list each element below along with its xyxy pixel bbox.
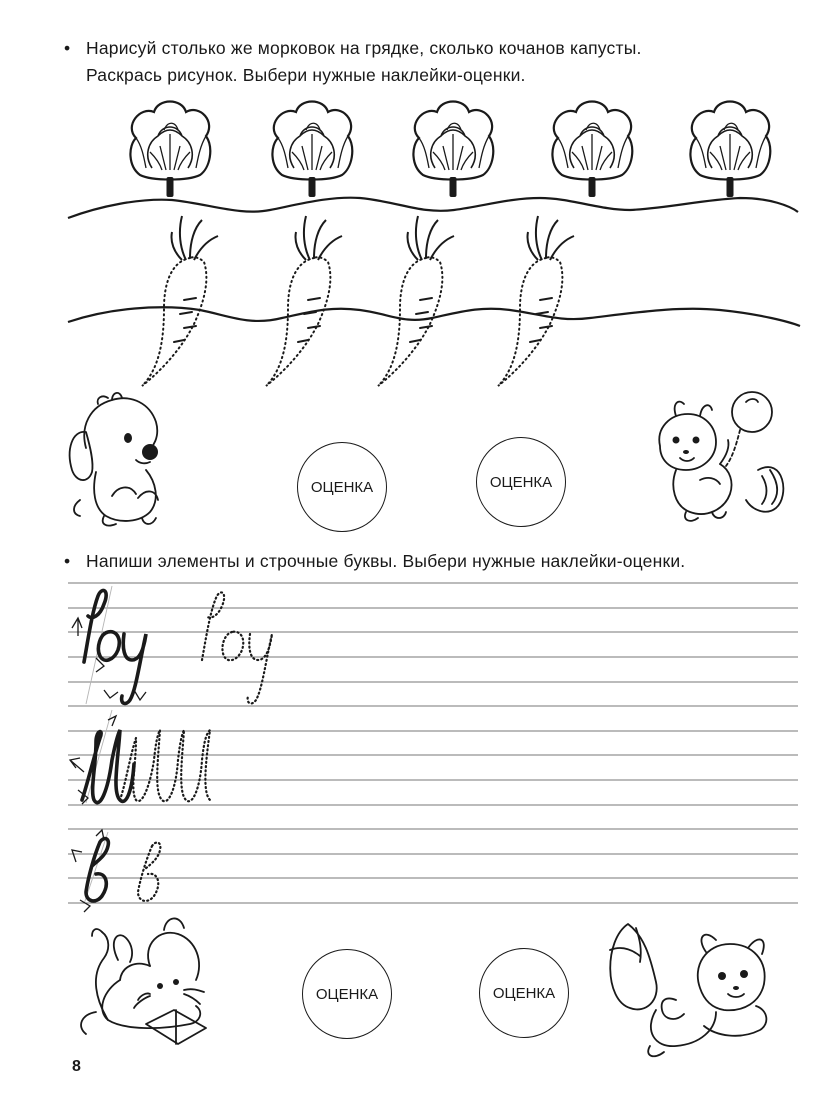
garden-bed-line-2	[68, 307, 800, 326]
cursive-row-1	[84, 590, 146, 703]
garden-bed-line-1	[68, 198, 798, 218]
task2-line1: Напиши элементы и строчные буквы. Выбери нужные наклейки-оценки.	[86, 551, 686, 571]
grade-label: ОЦЕНКА	[489, 473, 553, 491]
squirrel-illustration	[659, 392, 783, 521]
puppy-illustration	[70, 393, 158, 526]
task1-line2: Раскрась рисунок. Выбери нужные наклейки-оценки.	[86, 65, 526, 85]
dotted-row-1	[202, 592, 272, 703]
cursive-row-3	[86, 839, 108, 901]
mouse-illustration	[81, 918, 206, 1044]
fox-illustration	[610, 924, 766, 1056]
bullet: •	[64, 38, 71, 58]
grade-label: ОЦЕНКА	[315, 985, 379, 1003]
grade-sticker-bottom-left[interactable]	[302, 949, 392, 1039]
carrot-row	[142, 216, 574, 386]
task1-line1: Нарисуй столько же морковок на грядке, сколько кочанов капусты.	[86, 38, 642, 58]
grade-sticker-top-right[interactable]	[476, 437, 566, 527]
bullet: •	[64, 551, 71, 571]
page-number: 8	[72, 1058, 81, 1075]
grade-sticker-bottom-right[interactable]	[479, 948, 569, 1038]
cursive-row-2	[82, 730, 134, 803]
grade-label: ОЦЕНКА	[492, 984, 556, 1002]
grade-sticker-top-left[interactable]	[297, 442, 387, 532]
dotted-row-3	[138, 843, 160, 901]
grade-label: ОЦЕНКА	[310, 478, 374, 496]
handwriting-rules	[68, 583, 798, 903]
cabbage-row	[130, 102, 770, 198]
